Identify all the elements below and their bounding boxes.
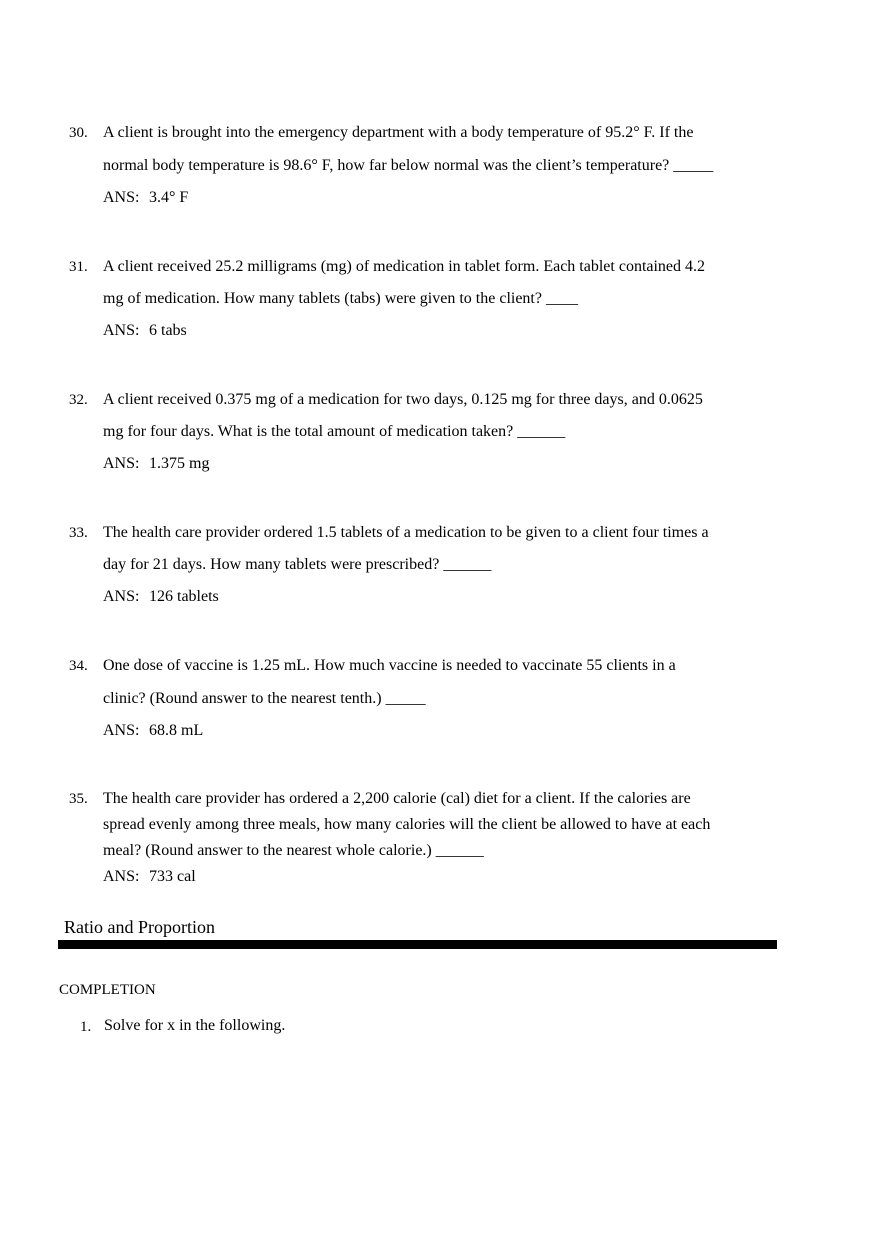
question-text-line: normal body temperature is 98.6° F, how far below normal was the client’s temperature? _____	[103, 157, 714, 174]
question-number: 34.	[69, 658, 88, 674]
question-text-line: The health care provider has ordered a 2,200 calorie (cal) diet for a client. If the calories are	[103, 790, 691, 807]
answer-label: ANS:	[103, 868, 140, 885]
item-text: Solve for x in the following.	[104, 1017, 286, 1034]
answer-value: 733 cal	[149, 868, 196, 885]
question-number: 31.	[69, 259, 88, 275]
question-text-line: One dose of vaccine is 1.25 mL. How much vaccine is needed to vaccinate 55 clients in a	[103, 657, 676, 674]
answer-value: 68.8 mL	[149, 722, 204, 739]
question-text-line: meal? (Round answer to the nearest whole calorie.) ______	[103, 842, 484, 859]
question-text-line: The health care provider ordered 1.5 tablets of a medication to be given to a client four times a	[103, 524, 709, 541]
section-divider	[58, 940, 777, 949]
answer-value: 6 tabs	[149, 322, 187, 339]
section-title: Ratio and Proportion	[64, 917, 215, 937]
question-text-line: spread evenly among three meals, how many calories will the client be allowed to have at each	[103, 816, 711, 833]
answer-label: ANS:	[103, 455, 140, 472]
answer-label: ANS:	[103, 588, 140, 605]
answer-value: 126 tablets	[149, 588, 219, 605]
question-text-line: A client received 25.2 milligrams (mg) of medication in tablet form. Each tablet contained 4.2	[103, 258, 706, 275]
question-text-line: A client received 0.375 mg of a medication for two days, 0.125 mg for three days, and 0.0625	[103, 391, 703, 408]
question-number: 30.	[69, 125, 88, 141]
item-number: 1.	[80, 1019, 92, 1035]
question-number: 32.	[69, 392, 88, 408]
question-text-line: clinic? (Round answer to the nearest tenth.) _____	[103, 690, 426, 707]
section-subheading: COMPLETION	[59, 982, 156, 998]
question-number: 35.	[69, 791, 88, 807]
question-text-line: A client is brought into the emergency department with a body temperature of 95.2° F. If the	[103, 124, 694, 141]
answer-label: ANS:	[103, 722, 140, 739]
answer-label: ANS:	[103, 322, 140, 339]
answer-label: ANS:	[103, 189, 140, 206]
question-text-line: day for 21 days. How many tablets were prescribed? ______	[103, 556, 492, 573]
answer-value: 3.4° F	[149, 189, 189, 206]
question-number: 33.	[69, 525, 88, 541]
question-text-line: mg for four days. What is the total amount of medication taken? ______	[103, 423, 566, 440]
answer-value: 1.375 mg	[149, 455, 210, 472]
question-text-line: mg of medication. How many tablets (tabs) were given to the client? ____	[103, 290, 578, 307]
